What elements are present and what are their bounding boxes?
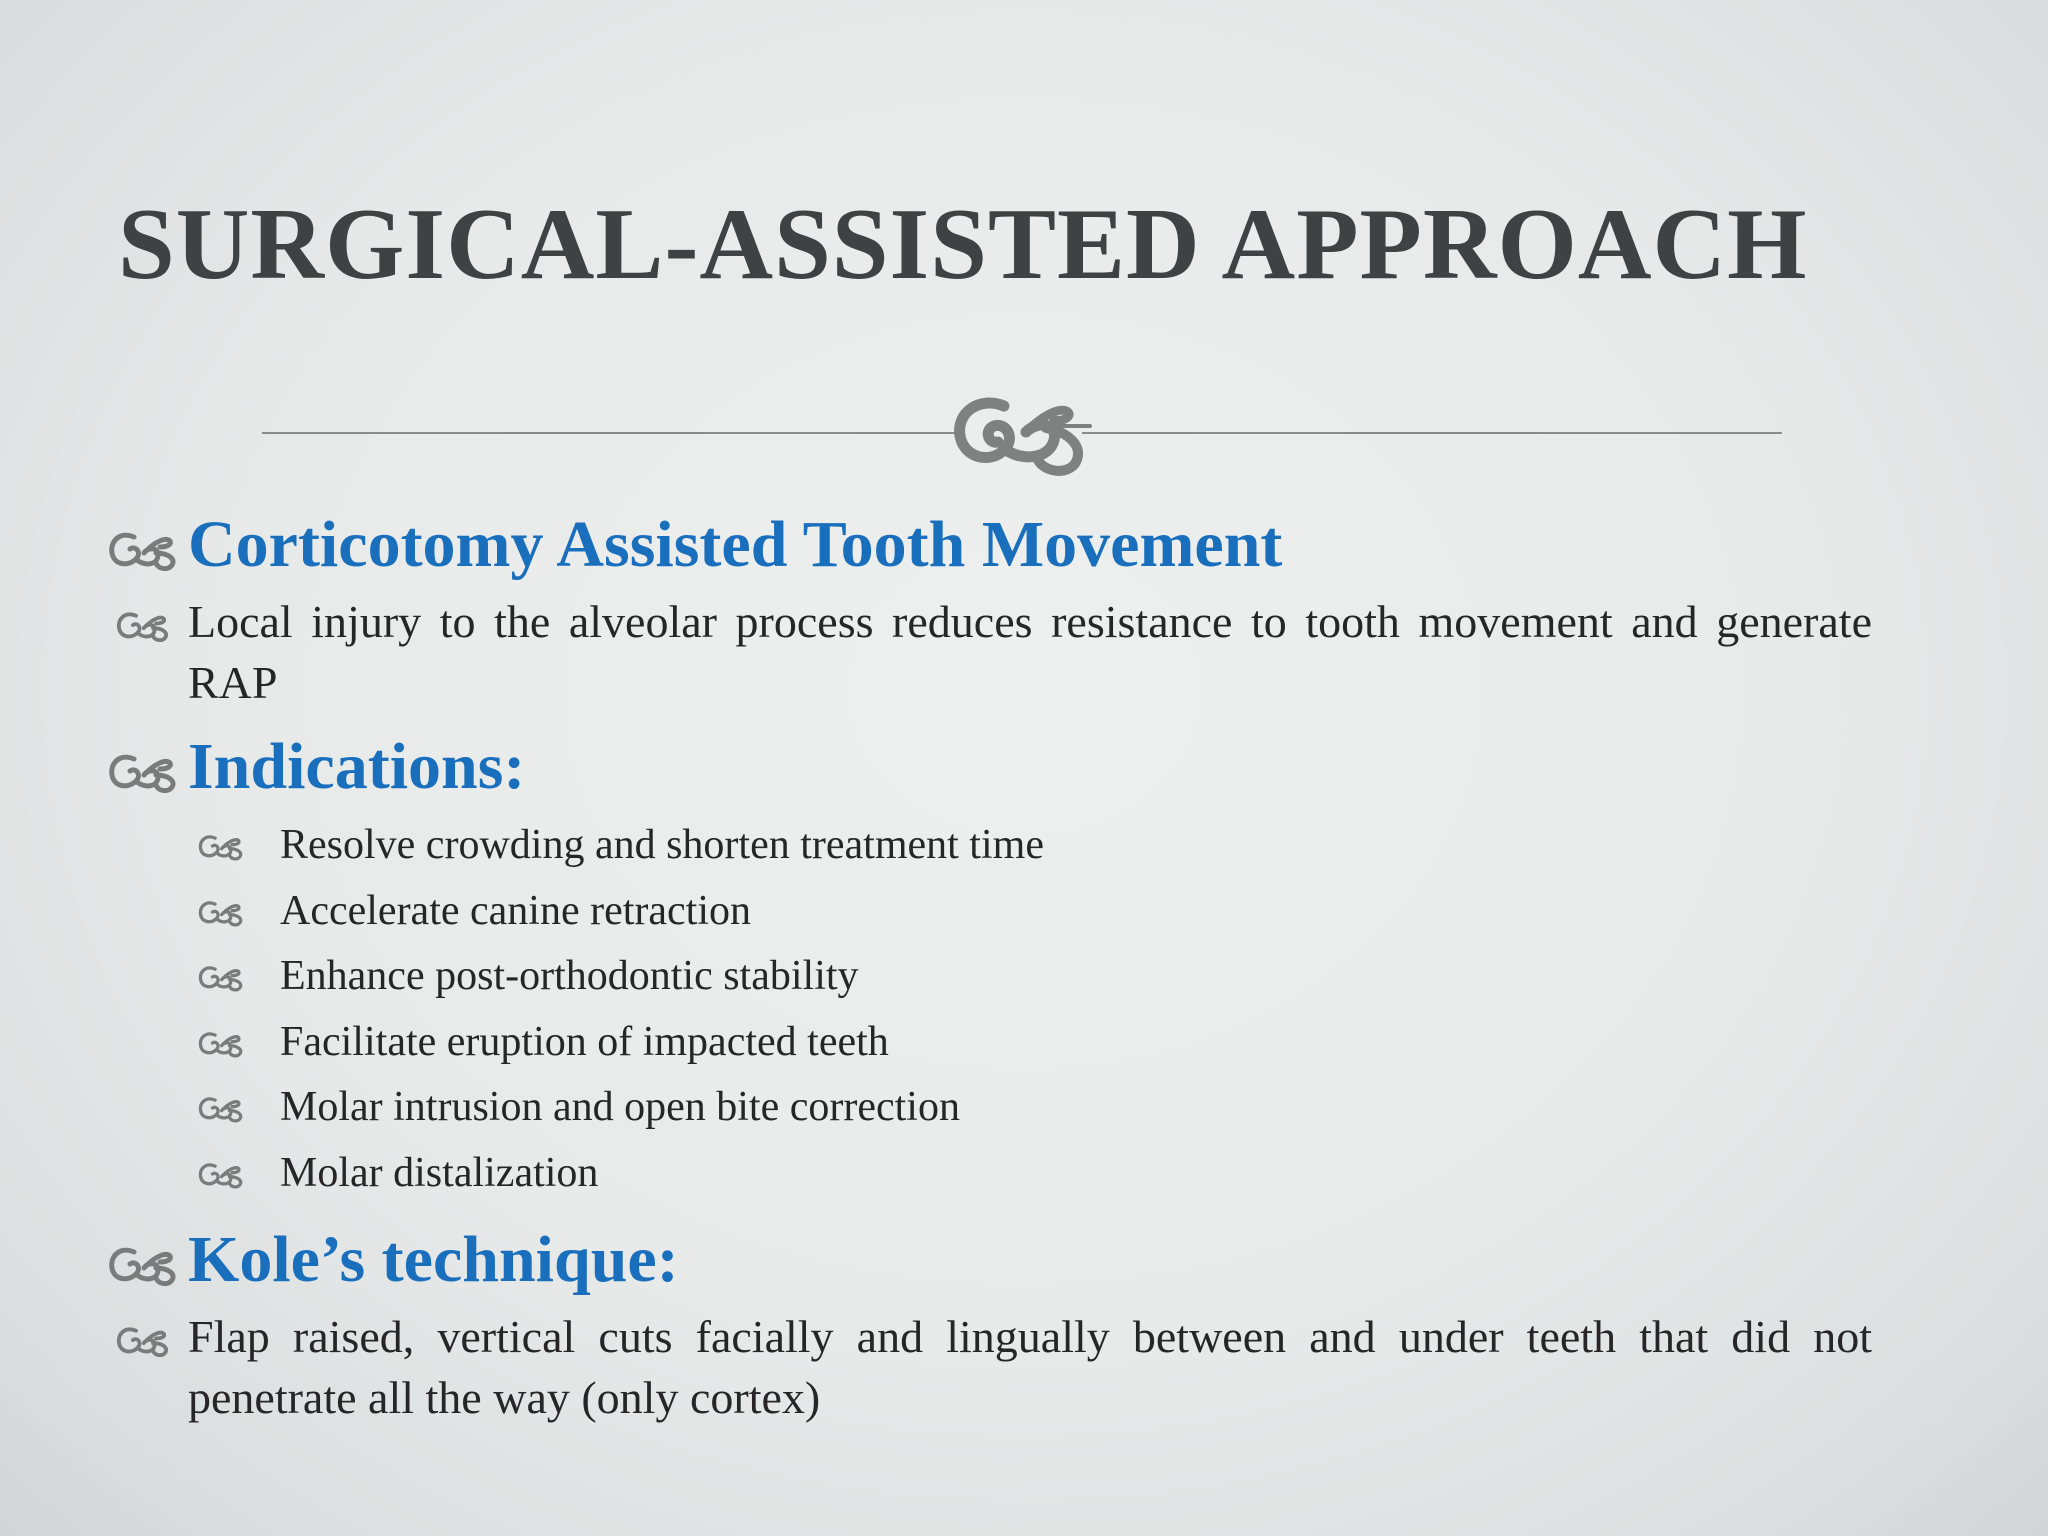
indication-item	[108, 1075, 1872, 1141]
fleuron-bullet-icon	[108, 1323, 178, 1357]
indication-item	[108, 1010, 1872, 1076]
fleuron-ornament-icon	[942, 376, 1102, 486]
divider-line-right	[1082, 432, 1782, 434]
slide-content	[108, 505, 1872, 1428]
fleuron-bullet-icon	[198, 897, 244, 927]
section-heading-indications	[108, 727, 1872, 807]
bullet-corticotomy-description	[108, 591, 1872, 713]
body-text: Flap raised, vertical cuts facially and lingually between and under teeth that did not penetrate all the way (only cortex)	[188, 1311, 1872, 1423]
indication-text: Enhance post-orthodontic stability	[280, 953, 859, 999]
title-divider	[262, 376, 1782, 486]
heading-text: Corticotomy Assisted Tooth Movement	[188, 508, 1283, 581]
slide-title: SURGICAL-ASSISTED APPROACH	[118, 188, 1808, 301]
heading-text: Indications:	[188, 730, 526, 803]
indication-text: Resolve crowding and shorten treatment time	[280, 822, 1044, 868]
fleuron-bullet-icon	[108, 749, 178, 793]
indication-item	[108, 1141, 1872, 1207]
divider-line-left	[262, 432, 962, 434]
fleuron-bullet-icon	[198, 1028, 244, 1058]
heading-text: Kole’s technique:	[188, 1223, 679, 1296]
body-text: Local injury to the alveolar process reduces resistance to tooth movement and generate RAP	[188, 596, 1872, 708]
fleuron-bullet-icon	[108, 1242, 178, 1286]
indication-item	[108, 944, 1872, 1010]
bullet-kole-description	[108, 1306, 1872, 1428]
indication-text: Facilitate eruption of impacted teeth	[280, 1018, 889, 1065]
indication-text: Molar distalization	[280, 1149, 599, 1196]
indication-text: Molar intrusion and open bite correction	[280, 1084, 960, 1130]
indication-item	[108, 879, 1872, 945]
fleuron-bullet-icon	[198, 962, 244, 992]
fleuron-bullet-icon	[108, 608, 178, 642]
fleuron-bullet-icon	[198, 1159, 244, 1189]
fleuron-bullet-icon	[108, 527, 178, 571]
fleuron-bullet-icon	[198, 831, 244, 861]
indication-item	[108, 813, 1872, 879]
section-heading-corticotomy	[108, 505, 1872, 585]
section-heading-kole	[108, 1220, 1872, 1300]
indication-text: Accelerate canine retraction	[280, 887, 752, 934]
fleuron-bullet-icon	[198, 1093, 244, 1123]
